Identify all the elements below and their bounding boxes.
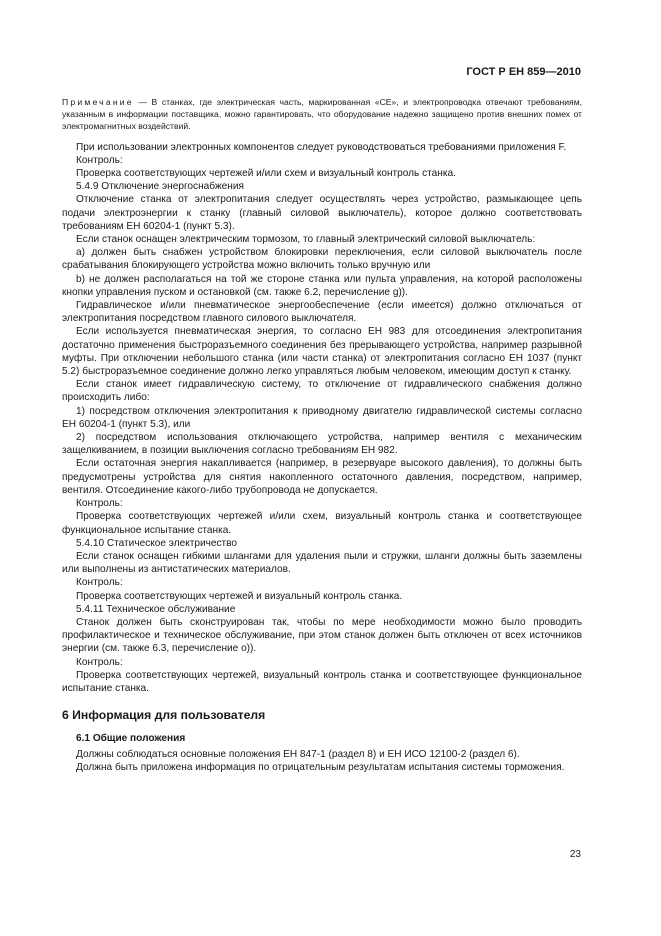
subsection-title: 6.1 Общие положения [76,733,186,745]
paragraph: Контроль: [76,577,123,589]
paragraph: Гидравлическое и/или пневматическое энергообеспечение (если имеется) должно отключаться от электропитания посредством главного силового выключателя. [62,300,582,325]
note-block [62,96,582,133]
clause-heading: 5.4.9 Отключение энергоснабжения [76,181,244,193]
paragraph: Если станок оснащен электрическим тормозом, то главный электрический силовой выключатель: [76,234,536,246]
paragraph: Если станок оснащен гибкими шлангами для удаления пыли и стружки, шланги должны быть заземлены или выполнены из антистатических материалов. [62,550,582,576]
paragraph: Отключение станка от электропитания следует осуществлять через устройство, размыкающее цепь подачи электроэнергии к станку (главный силовой выключатель), которое должно соответствовать требованиям ЕН 60204-1 (пункт 5.3). [62,194,582,232]
paragraph: Если используется пневматическая энергия, то согласно ЕН 983 для отсоединения электропитания достаточно применения быстроразъемного соединения без прерывающего устройства, например разрывной муфты. При отключении небольшого станка (или части станка) от электропитания согласно ЕН 1037 (пункт 5.2) быстроразъемное соединение должно легко управляться любым человеком, имеющим доступ к станку. [62,326,582,378]
list-item: b) не должен располагаться на той же стороне станка или пульта управления, на которой расположены кнопки управления пуском и остановкой (см. также 6.2, перечисление g)). [62,273,582,298]
paragraph: Проверка соответствующих чертежей, визуальный контроль станка и соответствующее функциональное испытание станка. [62,669,582,694]
paragraph: Контроль: [76,154,123,166]
note-text: — В станках, где электрическая часть, маркированная «СЕ», и электропроводка отвечают требованиям, указанным в информации поставщика, можно гарантировать, что оборудование надежно защищено против внешних помех от электромагнитных воздействий. [62,97,582,132]
list-item: 1) посредством отключения электропитания к приводному двигателю гидравлической системы согласно ЕН 60204-1 (пункт 5.3), или [62,405,582,430]
paragraph: Если станок имеет гидравлическую систему, то отключение от гидравлического снабжения должно происходить либо: [62,379,582,404]
clause-heading: 5.4.11 Техническое обслуживание [76,603,236,615]
paragraph: Контроль: [76,656,123,668]
page-number: 23 [569,849,581,860]
paragraph: Проверка соответствующих чертежей и визуальный контроль станка. [76,590,403,602]
list-item: a) должен быть снабжен устройством блокировки переключения, если силовой выключатель после срабатывания блокирующего устройства можно включить только вручную или [62,247,582,272]
body-text [62,141,582,774]
list-item: 2) посредством использования отключающего устройства, например вентиля с механическим защелкиванием, в позиции выключения согласно требованиям ЕН 982. [62,432,582,457]
paragraph: Должны соблюдаться основные положения ЕН 847-1 (раздел 8) и ЕН ИСО 12100-2 (раздел 6). [76,748,520,760]
paragraph: Если остаточная энергия накапливается (например, в резервуаре высокого давления), то должны быть предусмотрены устройства для снятия накопленного остаточного давления, посредством, например, вентиля. Отсоединение какого-либо трубопровода не допускается. [62,458,582,496]
paragraph: При использовании электронных компонентов следует руководствоваться требованиями приложения F. [76,141,567,153]
page-content [62,96,582,774]
paragraph: Проверка соответствующих чертежей и/или схем, визуальный контроль станка и соответствующее функциональное испытание станка. [62,511,582,536]
paragraph: Проверка соответствующих чертежей и/или схем и визуальный контроль станка. [76,168,456,180]
paragraph: Станок должен быть сконструирован так, чтобы по мере необходимости можно было проводить профилактическое и техническое обслуживание, при этом станок должен быть отключен от всех источников энергии (см. также 6.3, перечисление о)). [62,616,582,655]
note-label: Примечание [62,97,134,107]
paragraph: Должна быть приложена информация по отрицательным результатам испытания системы торможения. [76,761,565,773]
clause-heading: 5.4.10 Статическое электричество [76,537,238,549]
section-title: 6 Информация для пользователя [62,708,266,723]
paragraph: Контроль: [76,498,123,510]
standard-header: ГОСТ Р ЕН 859—2010 [466,66,581,78]
